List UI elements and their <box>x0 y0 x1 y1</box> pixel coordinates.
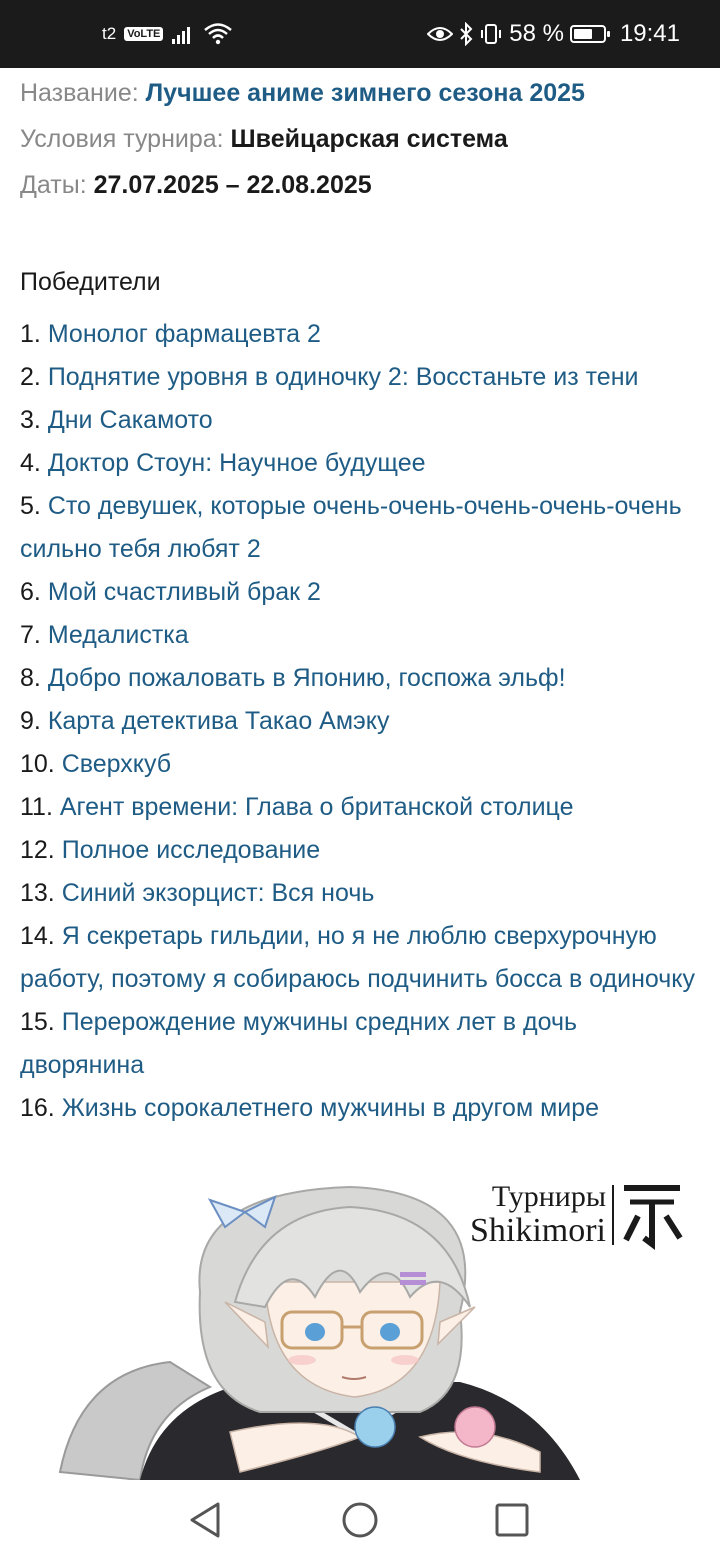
volte-badge: VoLTE <box>124 27 163 41</box>
dates-value: 27.07.2025 – 22.08.2025 <box>93 171 372 199</box>
winner-link[interactable]: Сверхкуб <box>61 750 172 778</box>
list-item: 7. Медалистка <box>20 621 189 649</box>
recents-square-icon[interactable] <box>492 1500 532 1540</box>
winner-link[interactable]: Я секретарь гильдии, но я не люблю сверхурочную работу, поэтому я собираюсь подчинить босса в одиночку <box>20 922 695 993</box>
list-item: 10. Сверхкуб <box>20 750 172 778</box>
signal-icon <box>171 23 195 45</box>
list-item: 16. Жизнь сорокалетнего мужчины в другом мире <box>20 1094 600 1122</box>
winner-link[interactable]: Карта детектива Такао Амэку <box>47 707 390 735</box>
list-item: 8. Добро пожаловать в Японию, госпожа эльф! <box>20 664 566 692</box>
status-right <box>427 20 680 48</box>
winner-link[interactable]: Дни Сакамото <box>47 406 213 434</box>
brand-divider <box>612 1185 614 1245</box>
list-item: 13. Синий экзорцист: Вся ночь <box>20 879 375 907</box>
status-left <box>102 20 233 48</box>
list-item: 2. Поднятие уровня в одиночку 2: Восстаньте из тени <box>20 363 639 391</box>
winner-link[interactable]: Полное исследование <box>61 836 321 864</box>
bluetooth-icon <box>459 22 473 46</box>
conditions-label: Условия турнира: <box>20 125 224 153</box>
list-item: 4. Доктор Стоун: Научное будущее <box>20 449 426 477</box>
tournament-conditions-row <box>20 116 508 162</box>
tournament-banner-image[interactable] <box>20 1172 700 1480</box>
list-item: 3. Дни Сакамото <box>20 406 213 434</box>
winner-link[interactable]: Медалистка <box>47 621 189 649</box>
winner-link[interactable]: Добро пожаловать в Японию, госпожа эльф! <box>47 664 566 692</box>
name-label: Название: <box>20 79 139 107</box>
winners-heading: Победители <box>20 268 161 296</box>
dates-label: Даты: <box>20 171 87 199</box>
tournament-dates-row <box>20 162 372 208</box>
conditions-value: Швейцарская система <box>230 125 508 153</box>
back-triangle-icon[interactable] <box>186 1500 226 1540</box>
list-item: 9. Карта детектива Такао Амэку <box>20 707 390 735</box>
winner-link[interactable]: Агент времени: Глава о британской столице <box>59 793 574 821</box>
brand-line1: Турниры <box>491 1180 606 1213</box>
list-item: 5. Сто девушек, которые очень-очень-очень-очень-очень сильно тебя любят 2 <box>20 492 682 563</box>
winner-link[interactable]: Перерождение мужчины средних лет в дочь дворянина <box>20 1008 578 1079</box>
winner-link[interactable]: Монолог фармацевта 2 <box>47 320 321 348</box>
winners-list <box>20 313 700 1130</box>
list-item: 11. Агент времени: Глава о британской столице <box>20 793 574 821</box>
system-nav-bar <box>0 1480 720 1560</box>
list-item: 6. Мой счастливый брак 2 <box>20 578 321 606</box>
brand-line2: Shikimori <box>469 1212 606 1249</box>
winner-link[interactable]: Мой счастливый брак 2 <box>47 578 321 606</box>
list-item: 14. Я секретарь гильдии, но я не люблю сверхурочную работу, поэтому я собираюсь подчинить босса в одиночку <box>20 922 695 993</box>
vibrate-icon <box>479 22 503 46</box>
list-item: 12. Полное исследование <box>20 836 321 864</box>
shikimori-logo-icon <box>620 1180 684 1250</box>
winner-link[interactable]: Сто девушек, которые очень-очень-очень-очень-очень сильно тебя любят 2 <box>20 492 682 563</box>
home-circle-icon[interactable] <box>340 1500 380 1540</box>
list-item: 15. Перерождение мужчины средних лет в дочь дворянина <box>20 1008 578 1079</box>
shikimori-brand <box>470 1180 684 1250</box>
tournament-name-link[interactable]: Лучшее аниме зимнего сезона 2025 <box>145 79 585 107</box>
eye-icon <box>427 24 453 44</box>
clock: 19:41 <box>619 20 680 47</box>
winner-link[interactable]: Доктор Стоун: Научное будущее <box>47 449 426 477</box>
status-bar <box>0 0 720 68</box>
winner-link[interactable]: Поднятие уровня в одиночку 2: Восстаньте из тени <box>47 363 639 391</box>
tournament-name-row <box>20 70 585 116</box>
list-item: 1. Монолог фармацевта 2 <box>20 320 321 348</box>
battery-percent: 58 % <box>509 20 564 47</box>
winner-link[interactable]: Синий экзорцист: Вся ночь <box>61 879 375 907</box>
carrier-name: t2 <box>102 24 117 43</box>
battery-icon <box>570 25 606 43</box>
brand-text <box>470 1181 606 1249</box>
winner-link[interactable]: Жизнь сорокалетнего мужчины в другом мире <box>61 1094 600 1122</box>
wifi-icon <box>203 22 233 46</box>
